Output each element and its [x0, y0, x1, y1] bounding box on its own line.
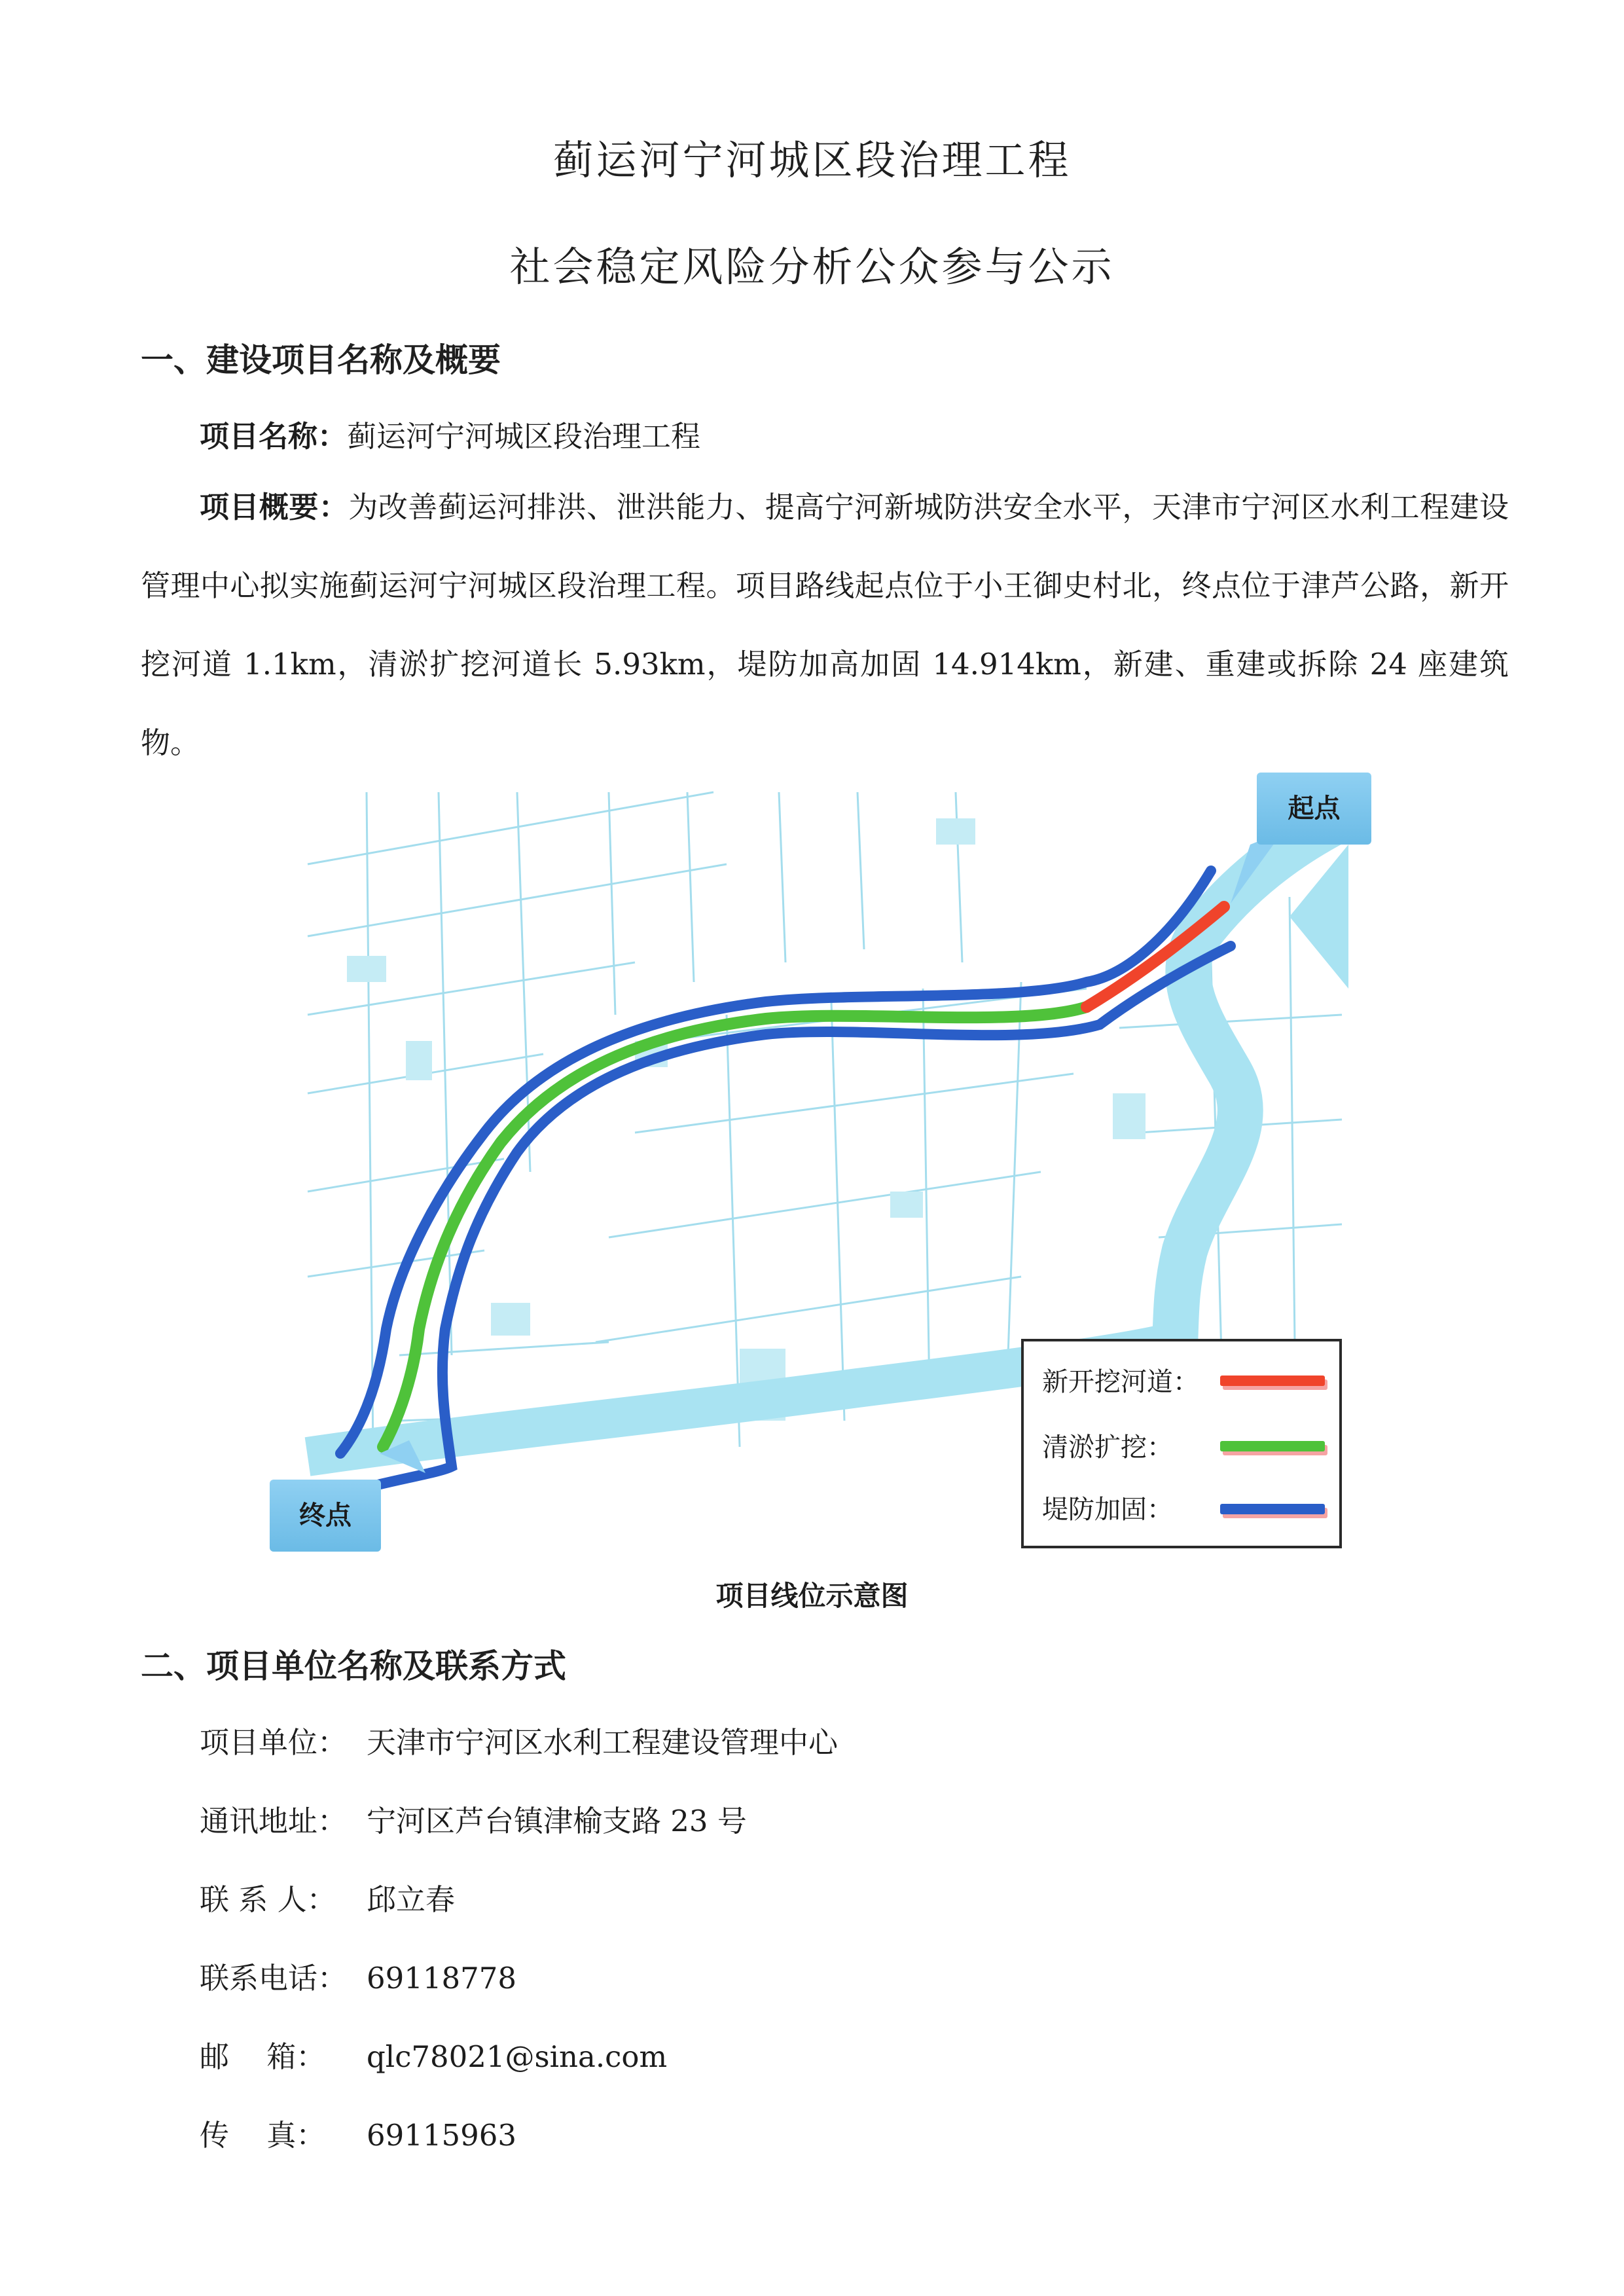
document-title-line2: 社会稳定风险分析公众参与公示: [509, 243, 1115, 291]
contact-label: 联 系 人：: [200, 1882, 336, 1917]
map-caption: 项目线位示意图: [715, 1580, 909, 1612]
contact-row-email: [200, 2033, 667, 2075]
legend-label-embankment: 堤防加固：: [1042, 1495, 1173, 1525]
contact-label: 传 真：: [200, 2118, 326, 2153]
project-name-label: 项目名称：: [200, 419, 348, 454]
legend-swatch-embankment: [1220, 1504, 1325, 1514]
contact-row-phone: [200, 1954, 516, 1997]
document-title-line1: 蓟运河宁河城区段治理工程: [552, 136, 1072, 184]
project-overview: [141, 468, 1509, 782]
legend-label-dredging: 清淤扩挖：: [1042, 1432, 1173, 1463]
contact-row-fax: [200, 2111, 516, 2154]
legend-swatch-dredging: [1220, 1441, 1325, 1451]
contact-label: 通讯地址：: [200, 1804, 348, 1838]
section1-heading: 一、建设项目名称及概要: [141, 341, 501, 379]
contact-label: 联系电话：: [200, 1961, 348, 1995]
project-name-line: [200, 412, 700, 455]
contact-value: 69115963: [367, 2118, 517, 2153]
contact-label: 项目单位：: [200, 1725, 348, 1760]
contact-value: 69118778: [367, 1961, 517, 1995]
end-point-label: 终点: [270, 1480, 381, 1552]
start-point-label: 起点: [1257, 773, 1371, 845]
project-overview-label: 项目概要：: [200, 490, 349, 524]
project-overview-text: 为改善蓟运河排洪、泄洪能力、提高宁河新城防洪安全水平，天津市宁河区水利工程建设管理中心拟实施蓟运河宁河城区段治理工程。项目路线起点位于小王御史村北，终点位于津芦公路，新开挖河道 1.1km，清淤扩挖河道长 5.93km，堤防加高加固 14.914km，新建、重建或拆除 24 座建筑物。: [141, 490, 1509, 760]
contact-row-address: [200, 1797, 747, 1840]
legend-swatch-new-channel: [1220, 1376, 1325, 1386]
contact-value: 宁河区芦台镇津榆支路 23 号: [367, 1804, 747, 1838]
contact-value: qlc78021@sina.com: [367, 2039, 668, 2074]
contact-row-unit: [200, 1719, 838, 1761]
section2-heading: 二、项目单位名称及联系方式: [141, 1647, 566, 1685]
contact-row-person: [200, 1876, 455, 1918]
map-legend: [1021, 1339, 1342, 1548]
project-name-value: 蓟运河宁河城区段治理工程: [347, 419, 701, 454]
legend-label-new-channel: 新开挖河道：: [1042, 1367, 1199, 1397]
contact-value: 邱立春: [367, 1882, 456, 1917]
contact-label: 邮 箱：: [200, 2039, 326, 2074]
contact-value: 天津市宁河区水利工程建设管理中心: [367, 1725, 839, 1760]
